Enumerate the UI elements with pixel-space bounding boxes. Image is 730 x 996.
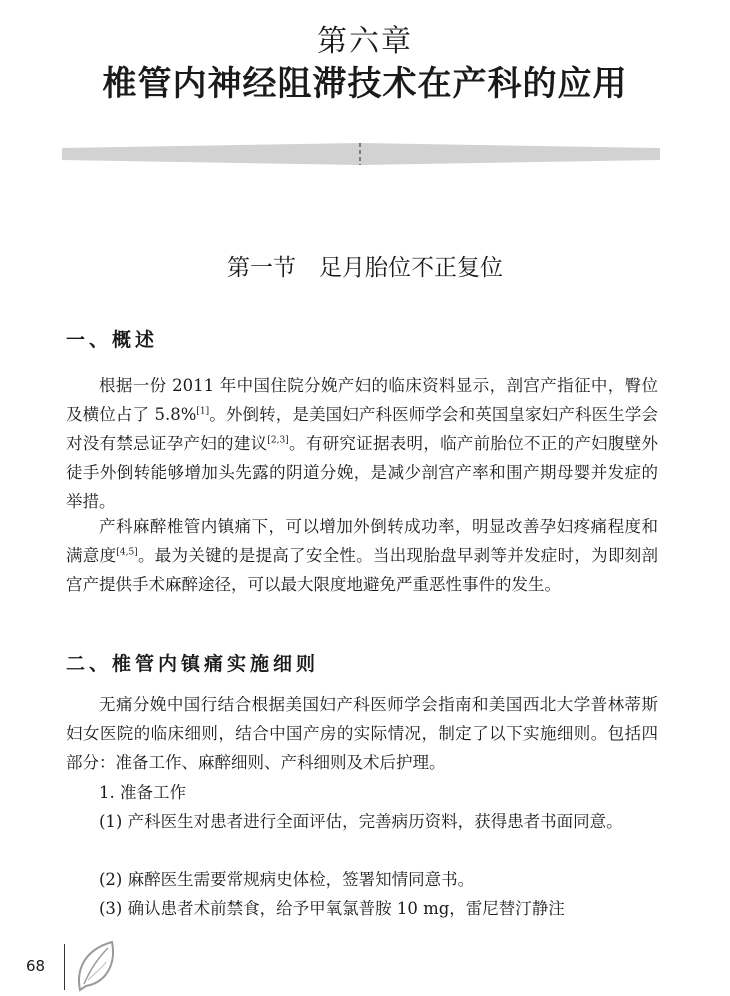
list-item: (3) 确认患者术前禁食，给予甲氧氯普胺 10 mg，雷尼替汀静注 [99,899,565,918]
list-item: (1) 产科医生对患者进行全面评估，完善病历资料，获得患者书面同意。 [99,812,623,831]
list-item: (2) 麻醉医生需要常规病史体检，签署知情同意书。 [99,870,475,889]
footer-divider [64,944,65,990]
section-title: 第一节 足月胎位不正复位 [227,255,503,281]
paragraph-overview-1 [66,371,658,516]
citation-ref: [1] [196,406,210,417]
paragraph-text: 。最为关键的是提高了安全性。当出现胎盘早剥等并发症时，为即刻剖宫产提供手术麻醉途径，可以最大限度地避免严重恶性事件的发生。 [66,546,659,594]
paragraph-text: 根据一份 2011 年中国住院分娩产妇的临床资料显示，剖宫产指征中，臀位及横位占了 5.8% [66,376,658,424]
paragraph-text: 。有研究证据表明，临产前胎位不正的产妇腹壁外徒手外倒转能够增加头先露的阴道分娩，是减少剖宫产率和围产期母婴并发症的举措。 [66,434,659,511]
paragraph-implementation: 无痛分娩中国行结合根据美国妇产科医师学会指南和美国西北大学普林蒂斯妇女医院的临床细则，结合中国产房的实际情况，制定了以下实施细则。包括四部分：准备工作、麻醉细则、产科细则及术后护理。 [66,695,658,772]
list-item-preparation: 1. 准备工作 [99,783,186,802]
paragraph-overview-2 [66,512,658,599]
citation-ref: [2,3] [267,435,289,446]
leaf-icon [74,940,118,992]
paragraph-text: 产科麻醉椎管内镇痛下，可以增加外倒转成功率，明显改善孕妇疼痛程度和满意度 [66,517,658,565]
heading-implementation-rules: 二、椎管内镇痛实施细则 [66,653,320,675]
citation-ref: [4,5] [116,547,138,558]
chapter-label: 第六章 [317,24,413,59]
page-number: 68 [26,957,46,975]
chapter-title: 椎管内神经阻滞技术在产科的应用 [102,64,628,104]
heading-overview: 一、概述 [66,329,159,351]
chapter-divider [62,143,660,165]
paragraph-text: 。外倒转，是美国妇产科医师学会和英国皇家妇产科医生学会对没有禁忌证孕产妇的建议 [66,405,658,453]
